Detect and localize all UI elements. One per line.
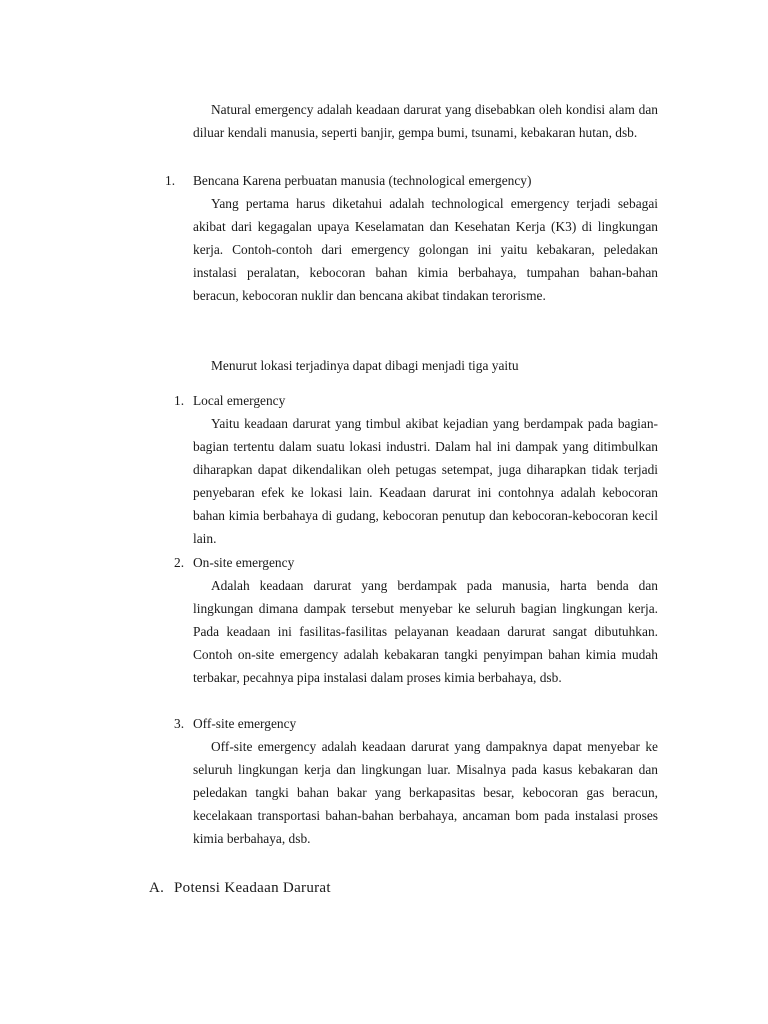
onsite-emergency-title: On-site emergency [193,555,295,570]
tech-item-body: Yang pertama harus diketahui adalah technological emergency terjadi sebagai akibat dari kegagalan upaya Keselamatan dan Kesehatan Kerja (K3) di lingkungan kerja. Contoh-contoh dari emergency golongan ini yaitu kebakaran, peledakan instalasi peralatan, kebocoran bahan kimia berbahaya, tumpahan bahan-bahan beracun, kebocoran nuklir dan bencana akibat tindakan terorisme. [193,196,658,303]
offsite-emergency-title: Off-site emergency [193,716,297,731]
tech-item-number: 1. [165,173,176,188]
local-emergency-title: Local emergency [193,393,286,408]
list-item-number: 1. [174,393,185,408]
location-intro: Menurut lokasi terjadinya dapat dibagi menjadi tiga yaitu [211,358,519,373]
section-heading-title: Potensi Keadaan Darurat [174,880,331,896]
local-emergency-body: Yaitu keadaan darurat yang timbul akibat kejadian yang berdampak pada bagian-bagian tertentu dalam suatu lokasi industri. Dalam hal ini dampak yang ditimbulkan diharapkan dapat dikendalikan oleh petugas setempat, juga diharapkan tidak terjadi penyebaran efek ke lokasi lain. Keadaan darurat ini contohnya adalah kebocoran bahan kimia berbahaya di gudang, kebocoran penutup dan kebocoran-kebocoran kecil lain. [193,416,658,546]
list-item-number: 2. [174,555,185,570]
tech-item-title: Bencana Karena perbuatan manusia (technological emergency) [193,173,532,188]
onsite-emergency-body: Adalah keadaan darurat yang berdampak pada manusia, harta benda dan lingkungan dimana dampak tersebut menyebar ke seluruh bagian lingkungan kerja. Pada keadaan ini fasilitas-fasilitas pelayanan keadaan darurat sangat dibutuhkan. Contoh on-site emergency adalah kebakaran tangki penyimpan bahan kimia mudah terbakar, pecahnya pipa instalasi dalam proses kimia berbahaya, dsb. [193,578,658,685]
section-heading-letter: A. [149,880,165,896]
natural-emergency-paragraph: Natural emergency adalah keadaan darurat yang disebabkan oleh kondisi alam dan diluar kendali manusia, seperti banjir, gempa bumi, tsunami, kebakaran hutan, dsb. [193,102,658,140]
offsite-emergency-body: Off-site emergency adalah keadaan darurat yang dampaknya dapat menyebar ke seluruh lingkungan kerja dan lingkungan luar. Misalnya pada kasus kebakaran dan peledakan tangki bahan bakar yang berkapasitas besar, kebocoran gas beracun, kecelakaan transportasi bahan-bahan berbahaya, ancaman bom pada instalasi proses kimia berbahaya, dsb. [193,739,658,846]
list-item-number: 3. [174,716,185,731]
